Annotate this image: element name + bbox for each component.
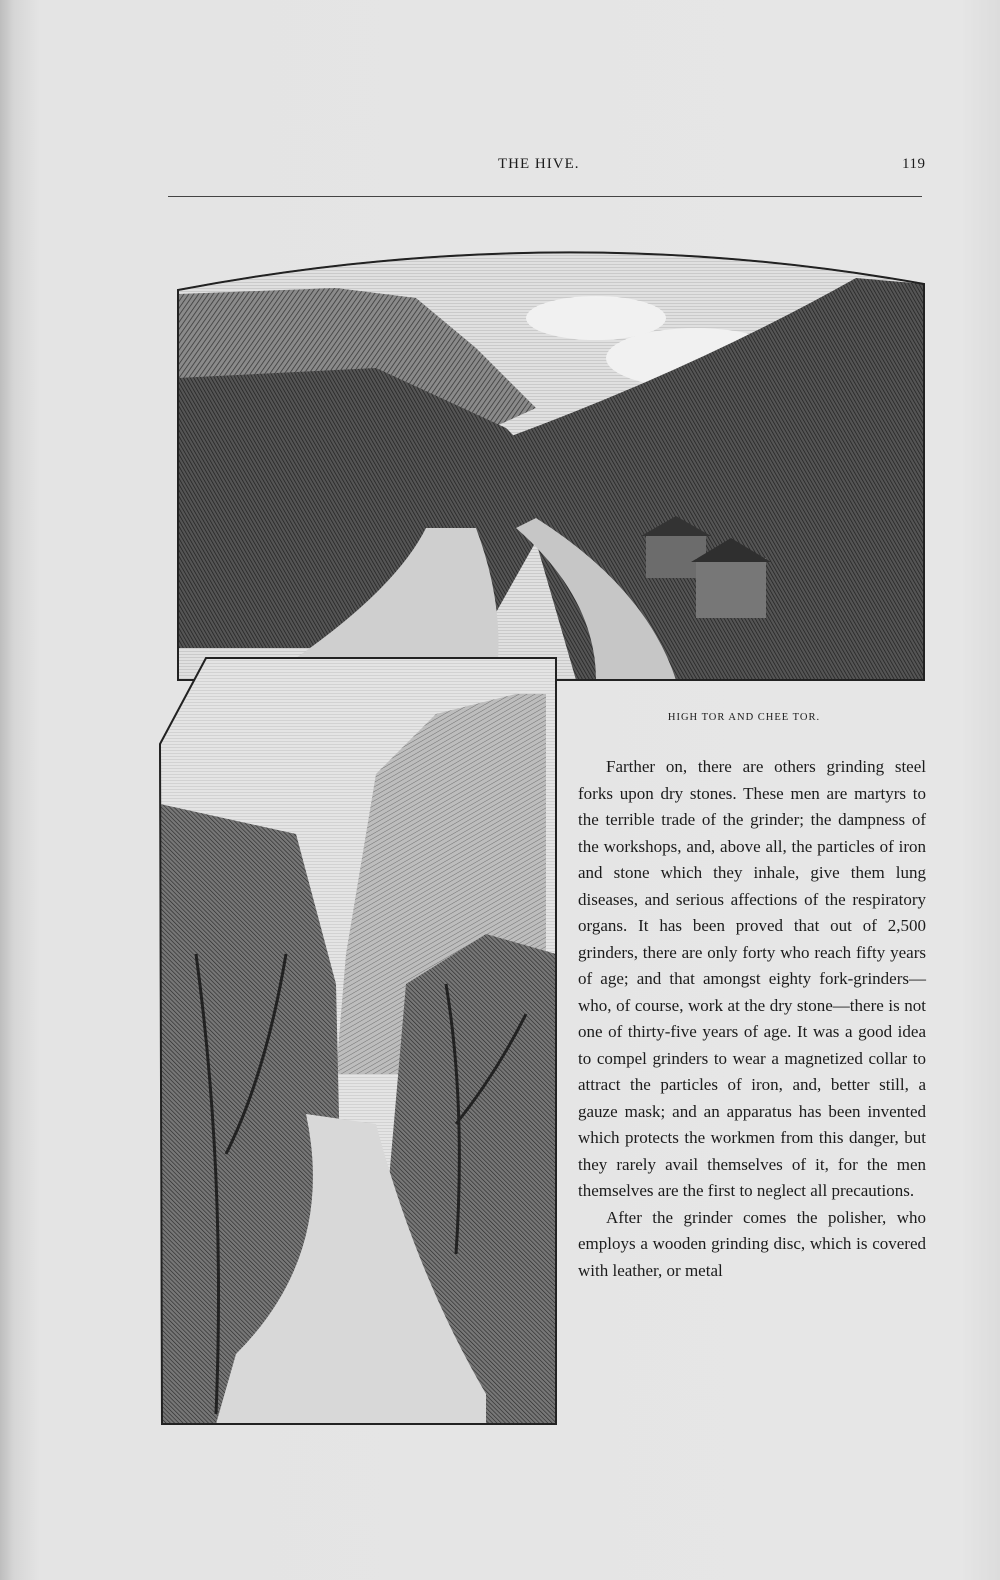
body-text [578,754,926,1284]
high-tor-illustration [176,228,928,684]
chee-tor-illustration [156,654,564,1428]
running-head [0,156,1000,180]
header-rule [168,196,922,197]
body-paragraph: Farther on, there are others grinding steel forks upon dry stones. These men are martyrs to the terrible trade of the grinder; the dampness of the workshops, and, above all, the particles of iron and stone which they inhale, give them lung diseases, and serious affections of the respiratory organs. It has been proved that out of 2,500 grinders, there are only forty who reach fifty years of age; and that amongst eighty fork-grinders—who, of course, work at the dry stone—there is not one of thirty-five years of age. It was a good idea to compel grinders to wear a magnetized collar to attract the particles of iron, and, better still, a gauze mask; and an apparatus has been invented which protects the workmen from this danger, but they rarely avail themselves of it, for the men themselves are the first to neglect all precautions. [578,757,926,1200]
body-paragraph: After the grinder comes the polisher, who employs a wooden grinding disc, which is covered with leather, or metal [578,1207,926,1280]
page-number: 119 [902,156,926,172]
illustration-caption: HIGH TOR AND CHEE TOR. [667,712,821,723]
running-title: THE HIVE. [498,156,580,172]
